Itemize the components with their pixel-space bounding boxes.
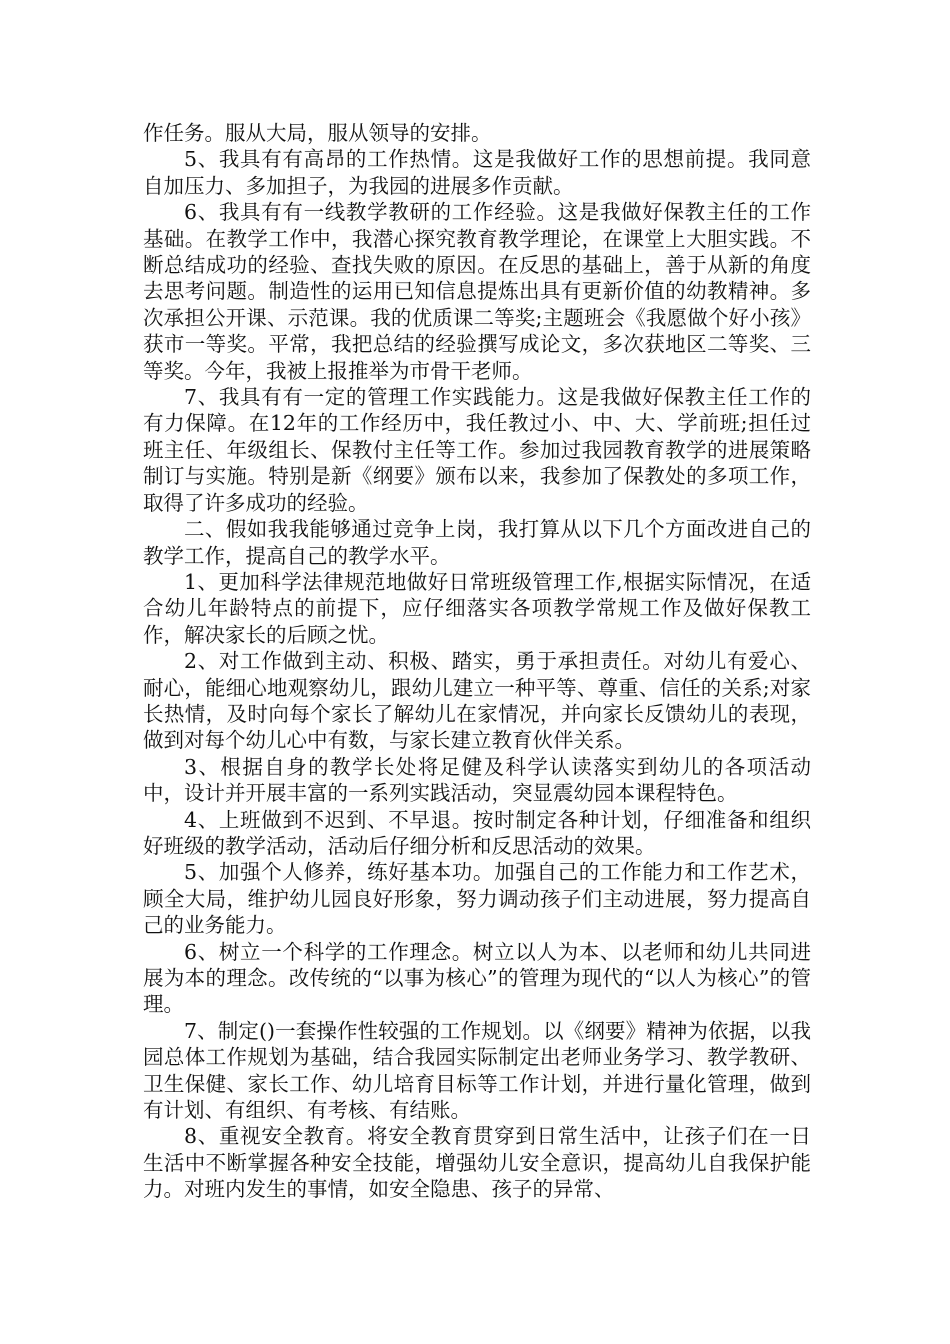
paragraph-plan-2: 2、对工作做到主动、积极、踏实，勇于承担责任。对幼儿有爱心、耐心，能细心地观察幼儿，跟幼儿建立一种平等、尊重、信任的关系;对家长热情，及时向每个家长了解幼儿在家情况，并向家长反馈幼儿的表现，做到对每个幼儿心中有数，与家长建立教育伙伴关系。 — [143, 649, 811, 753]
paragraph-plan-4: 4、上班做到不迟到、不早退。按时制定各种计划，仔细准备和组织好班级的教学活动，活动后仔细分析和反思活动的效果。 — [143, 807, 811, 858]
paragraph-plan-8: 8、重视安全教育。将安全教育贯穿到日常生活中，让孩子们在一日生活中不断掌握各种安全技能，增强幼儿安全意识，提高幼儿自我保护能力。对班内发生的事情，如安全隐患、孩子的异常、 — [143, 1124, 811, 1202]
paragraph-item-7-management: 7、我具有有一定的管理工作实践能力。这是我做好保教主任工作的有力保障。在12年的工作经历中，我任教过小、中、大、学前班;担任过班主任、年级组长、保教付主任等工作。参加过我园教育教学的进展策略制订与实施。特别是新《纲要》颁布以来，我参加了保教处的多项工作，取得了许多成功的经验。 — [143, 385, 811, 515]
document-body — [143, 120, 811, 1203]
paragraph-section-two-heading: 二、假如我我能够通过竞争上岗，我打算从以下几个方面改进自己的教学工作，提高自己的教学水平。 — [143, 517, 811, 568]
paragraph-plan-6: 6、树立一个科学的工作理念。树立以人为本、以老师和幼儿共同进展为本的理念。改传统的“以事为核心”的管理为现代的“以人为核心”的管理。 — [143, 939, 811, 1017]
paragraph-plan-1: 1、更加科学法律规范地做好日常班级管理工作,根据实际情况，在适合幼儿年龄特点的前提下，应仔细落实各项教学常规工作及做好保教工作，解决家长的后顾之忧。 — [143, 569, 811, 647]
paragraph-plan-7: 7、制定()一套操作性较强的工作规划。以《纲要》精神为依据，以我园总体工作规划为基础，结合我园实际制定出老师业务学习、教学教研、卫生保健、家长工作、幼儿培育目标等工作计划，并进行量化管理，做到有计划、有组织、有考核、有结账。 — [143, 1018, 811, 1123]
paragraph-item-6-teaching-experience: 6、我具有有一线教学教研的工作经验。这是我做好保教主任的工作基础。在教学工作中，我潜心探究教育教学理论，在课堂上大胆实践。不断总结成功的经验、查找失败的原因。在反思的基础上，善于从新的角度去思考问题。制造性的运用已知信息提炼出具有更新价值的幼教精神。多次承担公开课、示范课。我的优质课二等奖;主题班会《我愿做个好小孩》获市一等奖。平常，我把总结的经验撰写成论文，多次获地区二等奖、三等奖。今年，我被上报推举为市骨干老师。 — [143, 200, 811, 383]
paragraph-plan-3: 3、根据自身的教学长处将足健及科学认读落实到幼儿的各项活动中，设计并开展丰富的一系列实践活动，突显震幼园本课程特色。 — [143, 754, 811, 806]
paragraph-continuation: 作任务。服从大局，服从领导的安排。 — [143, 121, 492, 145]
paragraph-item-5-enthusiasm: 5、我具有有高昂的工作热情。这是我做好工作的思想前提。我同意自加压力、多加担子，为我园的进展多作贡献。 — [143, 147, 811, 198]
paragraph-plan-5: 5、加强个人修养，练好基本功。加强自己的工作能力和工作艺术，顾全大局，维护幼儿园良好形象，努力调动孩子们主动进展，努力提高自己的业务能力。 — [143, 860, 811, 938]
